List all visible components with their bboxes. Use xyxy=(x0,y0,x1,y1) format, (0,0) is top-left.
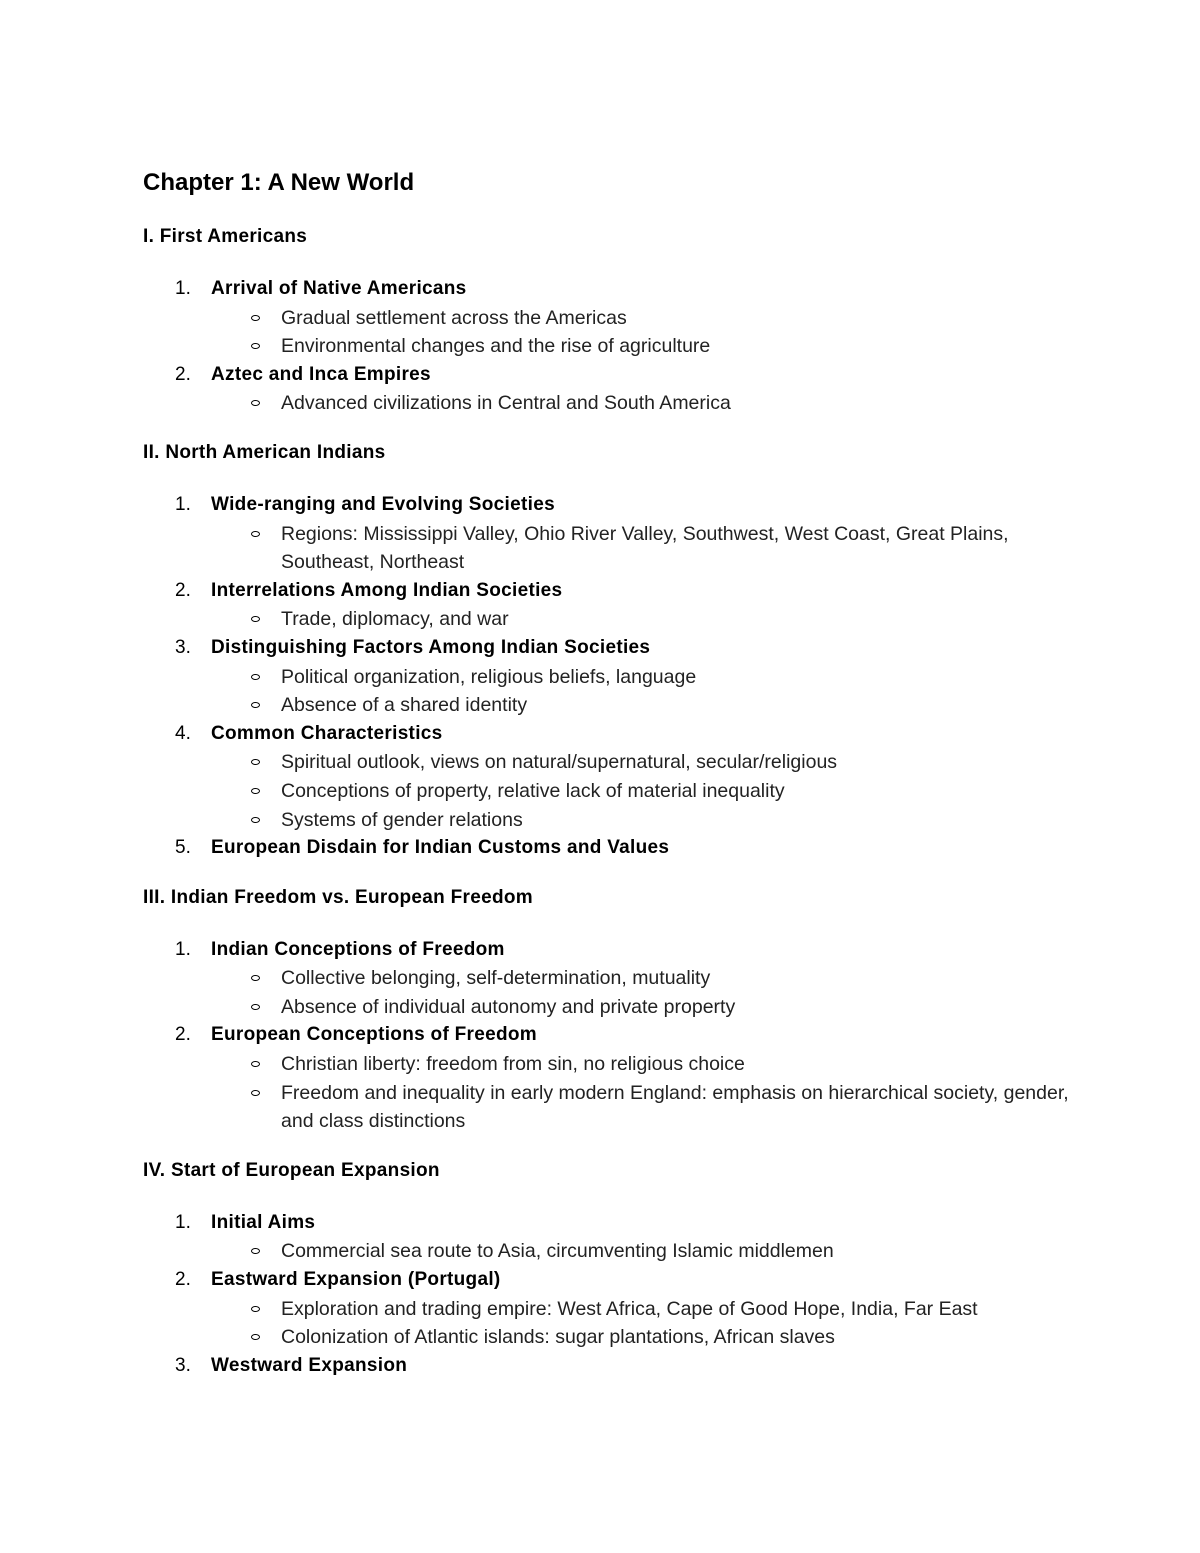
bullet-point xyxy=(211,304,1103,333)
bullet-point xyxy=(211,993,1103,1022)
hollow-circle-bullet-icon xyxy=(251,817,260,823)
outline-item xyxy=(143,275,1103,361)
hollow-circle-bullet-icon xyxy=(251,616,260,622)
item-number: 2. xyxy=(175,363,191,385)
outline-item xyxy=(143,634,1103,720)
item-number: 1. xyxy=(175,938,191,960)
bullet-point xyxy=(211,1079,1103,1136)
item-heading: European Disdain for Indian Customs and Values xyxy=(211,837,670,859)
section-heading: IV. Start of European Expansion xyxy=(143,1159,440,1181)
section-items xyxy=(143,491,1103,863)
bullet-text: Trade, diplomacy, and war xyxy=(281,608,509,631)
bullet-text: Political organization, religious beliefs, language xyxy=(281,665,697,688)
item-heading: Aztec and Inca Empires xyxy=(211,363,431,385)
hollow-circle-bullet-icon xyxy=(251,674,260,680)
item-number: 3. xyxy=(175,636,191,658)
bullet-point xyxy=(211,1050,1103,1079)
item-heading: Wide-ranging and Evolving Societies xyxy=(211,493,555,515)
section-heading: III. Indian Freedom vs. European Freedom xyxy=(143,886,533,908)
outline-item xyxy=(143,720,1103,834)
bullet-text: Commercial sea route to Asia, circumventing Islamic middlemen xyxy=(281,1240,834,1263)
item-number: 4. xyxy=(175,722,191,744)
item-number: 1. xyxy=(175,278,191,299)
bullet-text: Colonization of Atlantic islands: sugar plantations, African slaves xyxy=(281,1326,835,1349)
bullet-text: Regions: Mississippi Valley, Ohio River Valley, Southwest, West Coast, Great Plains, Southeast, Northeast xyxy=(281,522,1009,574)
outline-item xyxy=(143,936,1103,1022)
bullet-text: Environmental changes and the rise of agriculture xyxy=(281,335,711,358)
outline-sections xyxy=(143,223,1103,1380)
section-items xyxy=(143,1209,1103,1381)
bullet-point xyxy=(211,691,1103,720)
hollow-circle-bullet-icon xyxy=(251,1061,260,1067)
section-heading: I. First Americans xyxy=(143,226,308,247)
hollow-circle-bullet-icon xyxy=(251,400,260,406)
bullet-point xyxy=(211,605,1103,634)
outline-item xyxy=(143,1352,1103,1381)
hollow-circle-bullet-icon xyxy=(251,1090,260,1096)
bullet-point xyxy=(211,389,1103,418)
bullet-text: Absence of individual autonomy and private property xyxy=(281,995,736,1018)
outline-item xyxy=(143,361,1103,418)
hollow-circle-bullet-icon xyxy=(251,343,260,349)
bullet-point xyxy=(211,806,1103,835)
hollow-circle-bullet-icon xyxy=(251,788,260,794)
item-heading: Initial Aims xyxy=(211,1211,316,1233)
outline-section xyxy=(143,884,1103,1136)
bullet-text: Freedom and inequality in early modern England: emphasis on hierarchical society, gender, and class distinctions xyxy=(281,1081,1069,1133)
bullet-text: Spiritual outlook, views on natural/supernatural, secular/religious xyxy=(281,751,838,774)
item-heading: Distinguishing Factors Among Indian Societies xyxy=(211,636,651,658)
item-number: 2. xyxy=(175,1024,191,1046)
bullet-text: Conceptions of property, relative lack of material inequality xyxy=(281,779,785,802)
outline-item xyxy=(143,834,1103,863)
outline-section xyxy=(143,439,1103,863)
hollow-circle-bullet-icon xyxy=(251,975,260,981)
bullet-text: Exploration and trading empire: West Africa, Cape of Good Hope, India, Far East xyxy=(281,1297,978,1320)
bullet-point xyxy=(211,332,1103,361)
outline-item xyxy=(143,1021,1103,1135)
bullet-point xyxy=(211,777,1103,806)
item-number: 1. xyxy=(175,493,191,515)
item-number: 1. xyxy=(175,1211,191,1233)
hollow-circle-bullet-icon xyxy=(251,531,260,537)
hollow-circle-bullet-icon xyxy=(251,759,260,765)
outline-item xyxy=(143,491,1103,577)
bullet-text: Absence of a shared identity xyxy=(281,694,528,717)
item-heading: Eastward Expansion (Portugal) xyxy=(211,1269,501,1291)
hollow-circle-bullet-icon xyxy=(251,702,260,708)
hollow-circle-bullet-icon xyxy=(251,315,260,321)
section-items xyxy=(143,275,1103,418)
outline-section xyxy=(143,1157,1103,1381)
item-number: 5. xyxy=(175,837,191,859)
item-number: 3. xyxy=(175,1354,191,1376)
item-heading: European Conceptions of Freedom xyxy=(211,1024,537,1046)
bullet-point xyxy=(211,1237,1103,1266)
bullet-text: Gradual settlement across the Americas xyxy=(281,306,627,329)
bullet-text: Advanced civilizations in Central and South America xyxy=(281,392,731,415)
document-content xyxy=(143,164,1103,1380)
bullet-point xyxy=(211,964,1103,993)
bullet-text: Systems of gender relations xyxy=(281,808,523,831)
bullet-point xyxy=(211,1323,1103,1352)
item-number: 2. xyxy=(175,579,191,601)
outline-section xyxy=(143,223,1103,418)
bullet-text: Collective belonging, self-determination, mutuality xyxy=(281,967,711,990)
section-items xyxy=(143,936,1103,1136)
item-heading: Common Characteristics xyxy=(211,722,443,744)
item-heading: Arrival of Native Americans xyxy=(211,278,467,299)
item-number: 2. xyxy=(175,1269,191,1291)
hollow-circle-bullet-icon xyxy=(251,1248,260,1254)
outline-item xyxy=(143,1266,1103,1352)
section-heading: II. North American Indians xyxy=(143,441,386,463)
outline-item xyxy=(143,1209,1103,1266)
hollow-circle-bullet-icon xyxy=(251,1004,260,1010)
bullet-text: Christian liberty: freedom from sin, no religious choice xyxy=(281,1053,745,1076)
outline-item xyxy=(143,577,1103,634)
item-heading: Indian Conceptions of Freedom xyxy=(211,938,505,960)
bullet-point xyxy=(211,1295,1103,1324)
bullet-point xyxy=(211,520,1103,577)
item-heading: Interrelations Among Indian Societies xyxy=(211,579,563,601)
bullet-point xyxy=(211,748,1103,777)
document-title: Chapter 1: A New World xyxy=(143,169,415,196)
hollow-circle-bullet-icon xyxy=(251,1306,260,1312)
hollow-circle-bullet-icon xyxy=(251,1334,260,1340)
bullet-point xyxy=(211,663,1103,692)
item-heading: Westward Expansion xyxy=(211,1354,408,1376)
